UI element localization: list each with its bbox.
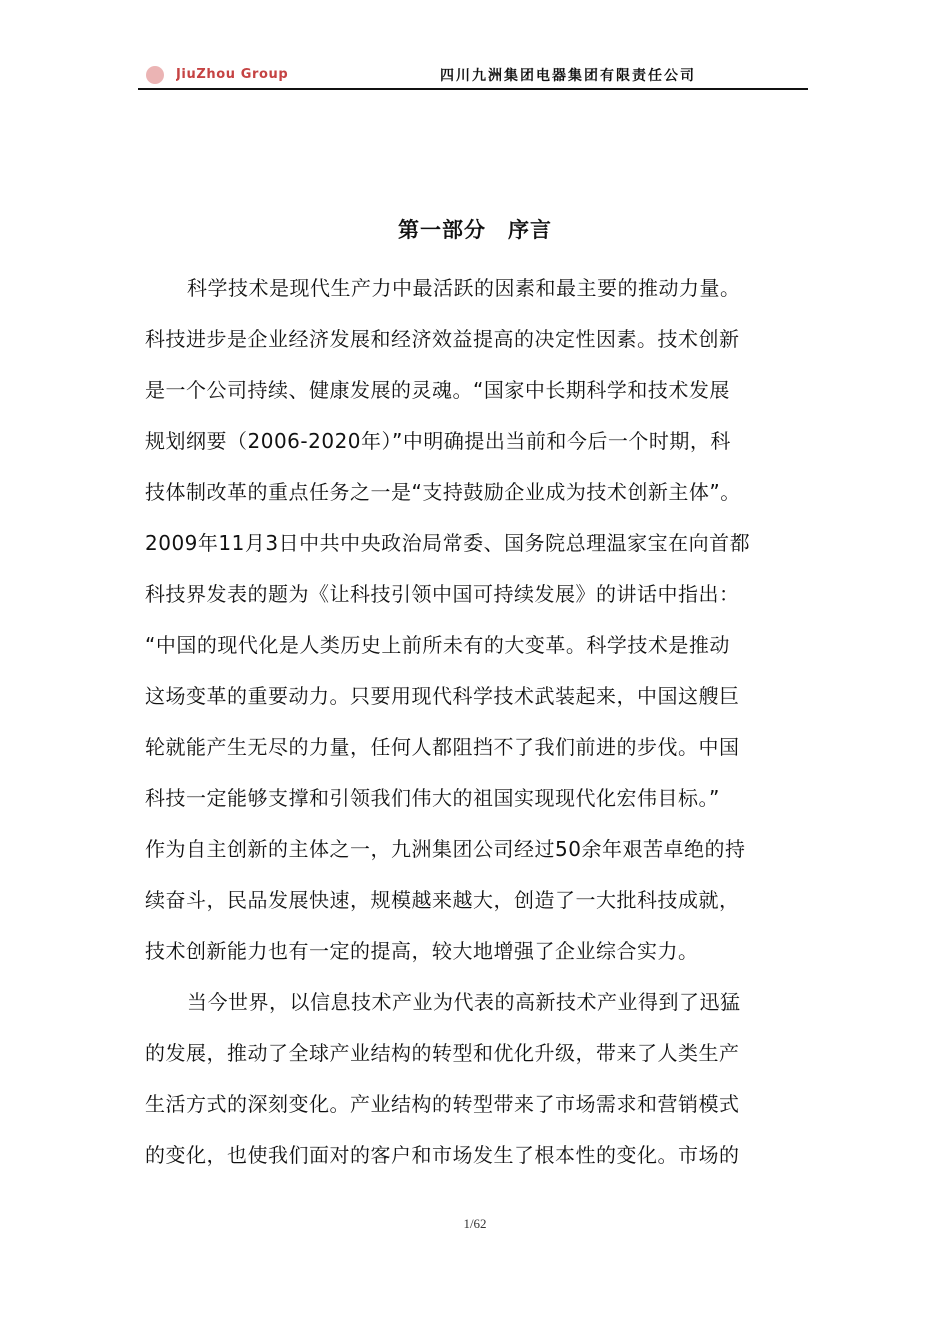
text-line: 科技进步是企业经济发展和经济效益提高的决定性因素。技术创新 (145, 327, 740, 351)
logo-text: JiuZhou Group (176, 67, 289, 82)
document-body (145, 270, 835, 1188)
logo-emblem-icon (146, 66, 164, 84)
text-line: 作为自主创新的主体之一，九洲集团公司经过50余年艰苦卓绝的持 (145, 837, 746, 861)
text-line: 科学技术是现代生产力中最活跃的因素和最主要的推动力量。 (187, 276, 741, 300)
text-line: 技术创新能力也有一定的提高，较大地增强了企业综合实力。 (145, 939, 699, 963)
page-title: 第一部分 序言 (398, 218, 552, 242)
text-line: 科技界发表的题为《让科技引领中国可持续发展》的讲话中指出： (145, 582, 740, 606)
text-line: 技体制改革的重点任务之一是“支持鼓励企业成为技术创新主体”。 (145, 480, 741, 504)
text-line: 科技一定能够支撑和引领我们伟大的祖国实现现代化宏伟目标。” (145, 786, 720, 810)
page-number: 1/62 (463, 1216, 487, 1231)
text-line: 2009年11月3日中共中央政治局常委、国务院总理温家宝在向首都 (145, 531, 751, 555)
text-line: 这场变革的重要动力。只要用现代科学技术武装起来，中国这艘巨 (145, 684, 740, 708)
page-header (138, 58, 808, 92)
text-line: “中国的现代化是人类历史上前所未有的大变革。科学技术是推动 (145, 633, 730, 657)
header-company-name: 四川九洲集团电器集团有限责任公司 (440, 68, 696, 84)
text-line: 轮就能产生无尽的力量，任何人都阻挡不了我们前进的步伐。中国 (145, 735, 740, 759)
text-line: 当今世界，以信息技术产业为代表的高新技术产业得到了迅猛 (187, 990, 741, 1014)
company-logo (138, 64, 348, 88)
text-line: 的变化，也使我们面对的客户和市场发生了根本性的变化。市场的 (145, 1143, 740, 1167)
text-line: 续奋斗，民品发展快速，规模越来越大，创造了一大批科技成就， (145, 888, 740, 912)
text-line: 是一个公司持续、健康发展的灵魂。“国家中长期科学和技术发展 (145, 378, 730, 402)
text-line: 规划纲要（2006-2020年）”中明确提出当前和今后一个时期，科 (145, 429, 731, 453)
header-divider (138, 88, 808, 90)
paragraph-1 (145, 270, 835, 984)
text-line: 生活方式的深刻变化。产业结构的转型带来了市场需求和营销模式 (145, 1092, 740, 1116)
text-line: 的发展，推动了全球产业结构的转型和优化升级，带来了人类生产 (145, 1041, 740, 1065)
paragraph-2 (145, 984, 835, 1188)
